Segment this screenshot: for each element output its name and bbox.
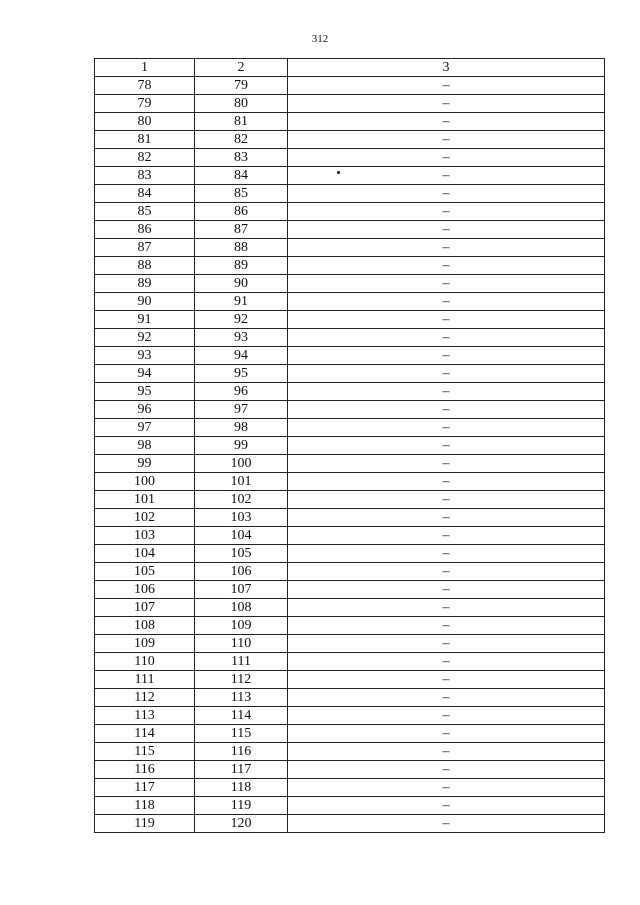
table-cell-col2: 104 (195, 527, 288, 545)
table-row (95, 275, 605, 293)
table-cell-col3: – (288, 599, 605, 617)
table-cell-col1: 108 (95, 617, 195, 635)
page-number: 312 (311, 33, 329, 45)
table-row (95, 347, 605, 365)
table-cell-col3: – (288, 311, 605, 329)
table-row (95, 77, 605, 95)
table-cell-col3: – (288, 167, 605, 185)
table-cell-col2: 82 (195, 131, 288, 149)
table-cell-col3: – (288, 239, 605, 257)
table-cell-col3: – (288, 707, 605, 725)
table-row (95, 689, 605, 707)
table-cell-col2: 88 (195, 239, 288, 257)
table-cell-col1: 110 (95, 653, 195, 671)
table-cell-col1: 86 (95, 221, 195, 239)
table-cell-col2: 80 (195, 95, 288, 113)
table-cell-col3: – (288, 635, 605, 653)
table-row (95, 473, 605, 491)
table-cell-col1: 112 (95, 689, 195, 707)
table-row (95, 761, 605, 779)
table-cell-col1: 109 (95, 635, 195, 653)
table-cell-col1: 118 (95, 797, 195, 815)
table-row (95, 203, 605, 221)
table-row (95, 293, 605, 311)
table-cell-col3: – (288, 293, 605, 311)
table-cell-col1: 87 (95, 239, 195, 257)
table-cell-col3: – (288, 581, 605, 599)
table-cell-col1: 83 (95, 167, 195, 185)
table-row (95, 815, 605, 833)
table-cell-col3: – (288, 257, 605, 275)
table-body (95, 77, 605, 833)
table-cell-col1: 82 (95, 149, 195, 167)
table-cell-col2: 81 (195, 113, 288, 131)
table-row (95, 653, 605, 671)
table-cell-col3: – (288, 491, 605, 509)
table-cell-col2: 110 (195, 635, 288, 653)
table-cell-col2: 114 (195, 707, 288, 725)
table-row (95, 743, 605, 761)
table-cell-col3: – (288, 743, 605, 761)
table-cell-col3: – (288, 329, 605, 347)
table-header-row (95, 59, 605, 77)
table-row (95, 131, 605, 149)
table-cell-col1: 81 (95, 131, 195, 149)
table-cell-col2: 115 (195, 725, 288, 743)
table-cell-col1: 101 (95, 491, 195, 509)
table-row (95, 545, 605, 563)
table-row (95, 617, 605, 635)
column-header-2: 2 (195, 59, 288, 77)
table-cell-col1: 117 (95, 779, 195, 797)
table-row (95, 563, 605, 581)
table-row (95, 257, 605, 275)
table-row (95, 95, 605, 113)
table-cell-col3: – (288, 689, 605, 707)
table-cell-col1: 97 (95, 419, 195, 437)
table-cell-col1: 116 (95, 761, 195, 779)
table-cell-col3: – (288, 113, 605, 131)
table-cell-col1: 107 (95, 599, 195, 617)
table-cell-col1: 104 (95, 545, 195, 563)
table-cell-col3: – (288, 347, 605, 365)
table-cell-col1: 96 (95, 401, 195, 419)
table-cell-col3: – (288, 509, 605, 527)
table-cell-col3: – (288, 725, 605, 743)
table-row (95, 221, 605, 239)
table-row (95, 167, 605, 185)
table-row (95, 707, 605, 725)
table-cell-col3: – (288, 149, 605, 167)
table-cell-col1: 93 (95, 347, 195, 365)
table-cell-col3: – (288, 77, 605, 95)
table-cell-col2: 91 (195, 293, 288, 311)
table-cell-col3: – (288, 275, 605, 293)
table-row (95, 635, 605, 653)
table-cell-col2: 95 (195, 365, 288, 383)
table-cell-col3: – (288, 131, 605, 149)
table-cell-col2: 112 (195, 671, 288, 689)
table-cell-col3: – (288, 455, 605, 473)
column-header-1: 1 (95, 59, 195, 77)
table-cell-col1: 98 (95, 437, 195, 455)
table-cell-col3: – (288, 545, 605, 563)
table-cell-col3: – (288, 617, 605, 635)
table-cell-col3: – (288, 419, 605, 437)
table-row (95, 149, 605, 167)
table-row (95, 797, 605, 815)
table-cell-col1: 88 (95, 257, 195, 275)
table-row (95, 113, 605, 131)
table-row (95, 365, 605, 383)
table-row (95, 185, 605, 203)
table-cell-col2: 86 (195, 203, 288, 221)
table-cell-col2: 119 (195, 797, 288, 815)
table-cell-col3: – (288, 653, 605, 671)
table-cell-col2: 102 (195, 491, 288, 509)
table-cell-col3: – (288, 95, 605, 113)
table-cell-col1: 119 (95, 815, 195, 833)
table-row (95, 779, 605, 797)
table-row (95, 383, 605, 401)
column-header-3: 3 (288, 59, 605, 77)
table-cell-col2: 103 (195, 509, 288, 527)
table-cell-col2: 117 (195, 761, 288, 779)
table-cell-col1: 111 (95, 671, 195, 689)
table-cell-col2: 101 (195, 473, 288, 491)
table-cell-col3: – (288, 401, 605, 419)
table-cell-col1: 115 (95, 743, 195, 761)
table-cell-col3: – (288, 365, 605, 383)
table-cell-col2: 106 (195, 563, 288, 581)
table-row (95, 509, 605, 527)
table-row (95, 599, 605, 617)
table-cell-col3: – (288, 473, 605, 491)
table-cell-col2: 85 (195, 185, 288, 203)
table-cell-col2: 97 (195, 401, 288, 419)
table-cell-col3: – (288, 563, 605, 581)
table-cell-col1: 95 (95, 383, 195, 401)
table-row (95, 581, 605, 599)
table-cell-col2: 108 (195, 599, 288, 617)
table-cell-col1: 103 (95, 527, 195, 545)
table-row (95, 455, 605, 473)
table-cell-col3: – (288, 797, 605, 815)
table-cell-col2: 120 (195, 815, 288, 833)
table-cell-col2: 89 (195, 257, 288, 275)
table-cell-col2: 99 (195, 437, 288, 455)
table-cell-col2: 111 (195, 653, 288, 671)
table-row (95, 527, 605, 545)
table-cell-col3: – (288, 671, 605, 689)
table-row (95, 419, 605, 437)
table-row (95, 491, 605, 509)
table-row (95, 671, 605, 689)
table-cell-col3: – (288, 221, 605, 239)
table-cell-col1: 94 (95, 365, 195, 383)
table-cell-col2: 94 (195, 347, 288, 365)
table-cell-col1: 100 (95, 473, 195, 491)
table-cell-col2: 92 (195, 311, 288, 329)
table-cell-col3: – (288, 779, 605, 797)
table-cell-col2: 100 (195, 455, 288, 473)
table-cell-col2: 118 (195, 779, 288, 797)
table-row (95, 725, 605, 743)
table-row (95, 239, 605, 257)
table-cell-col1: 89 (95, 275, 195, 293)
table-cell-col3: – (288, 437, 605, 455)
table-cell-col1: 92 (95, 329, 195, 347)
table-cell-col2: 96 (195, 383, 288, 401)
table-cell-col2: 105 (195, 545, 288, 563)
table-cell-col1: 80 (95, 113, 195, 131)
table-row (95, 437, 605, 455)
table-cell-col2: 107 (195, 581, 288, 599)
table-cell-col2: 79 (195, 77, 288, 95)
table-cell-col3: – (288, 203, 605, 221)
table-cell-col2: 93 (195, 329, 288, 347)
table-cell-col2: 113 (195, 689, 288, 707)
table-cell-col3: – (288, 761, 605, 779)
table-cell-col2: 83 (195, 149, 288, 167)
table-cell-col1: 85 (95, 203, 195, 221)
table-cell-col1: 91 (95, 311, 195, 329)
table-cell-col1: 84 (95, 185, 195, 203)
table-row (95, 311, 605, 329)
table-cell-col1: 78 (95, 77, 195, 95)
table-cell-col3: – (288, 185, 605, 203)
table-cell-col2: 98 (195, 419, 288, 437)
table-cell-col1: 99 (95, 455, 195, 473)
table-cell-col1: 79 (95, 95, 195, 113)
table-cell-col2: 109 (195, 617, 288, 635)
table-cell-col3: – (288, 527, 605, 545)
table-cell-col3: – (288, 383, 605, 401)
table-cell-col1: 90 (95, 293, 195, 311)
table-row (95, 401, 605, 419)
table-cell-col2: 87 (195, 221, 288, 239)
table-cell-col2: 90 (195, 275, 288, 293)
data-table (94, 58, 605, 833)
table-cell-col2: 116 (195, 743, 288, 761)
table-cell-col2: 84 (195, 167, 288, 185)
table-cell-col1: 114 (95, 725, 195, 743)
table-cell-col3: – (288, 815, 605, 833)
table-row (95, 329, 605, 347)
table-cell-col1: 106 (95, 581, 195, 599)
table-cell-col1: 102 (95, 509, 195, 527)
table-cell-col1: 105 (95, 563, 195, 581)
scan-speck (337, 171, 340, 174)
table-cell-col1: 113 (95, 707, 195, 725)
